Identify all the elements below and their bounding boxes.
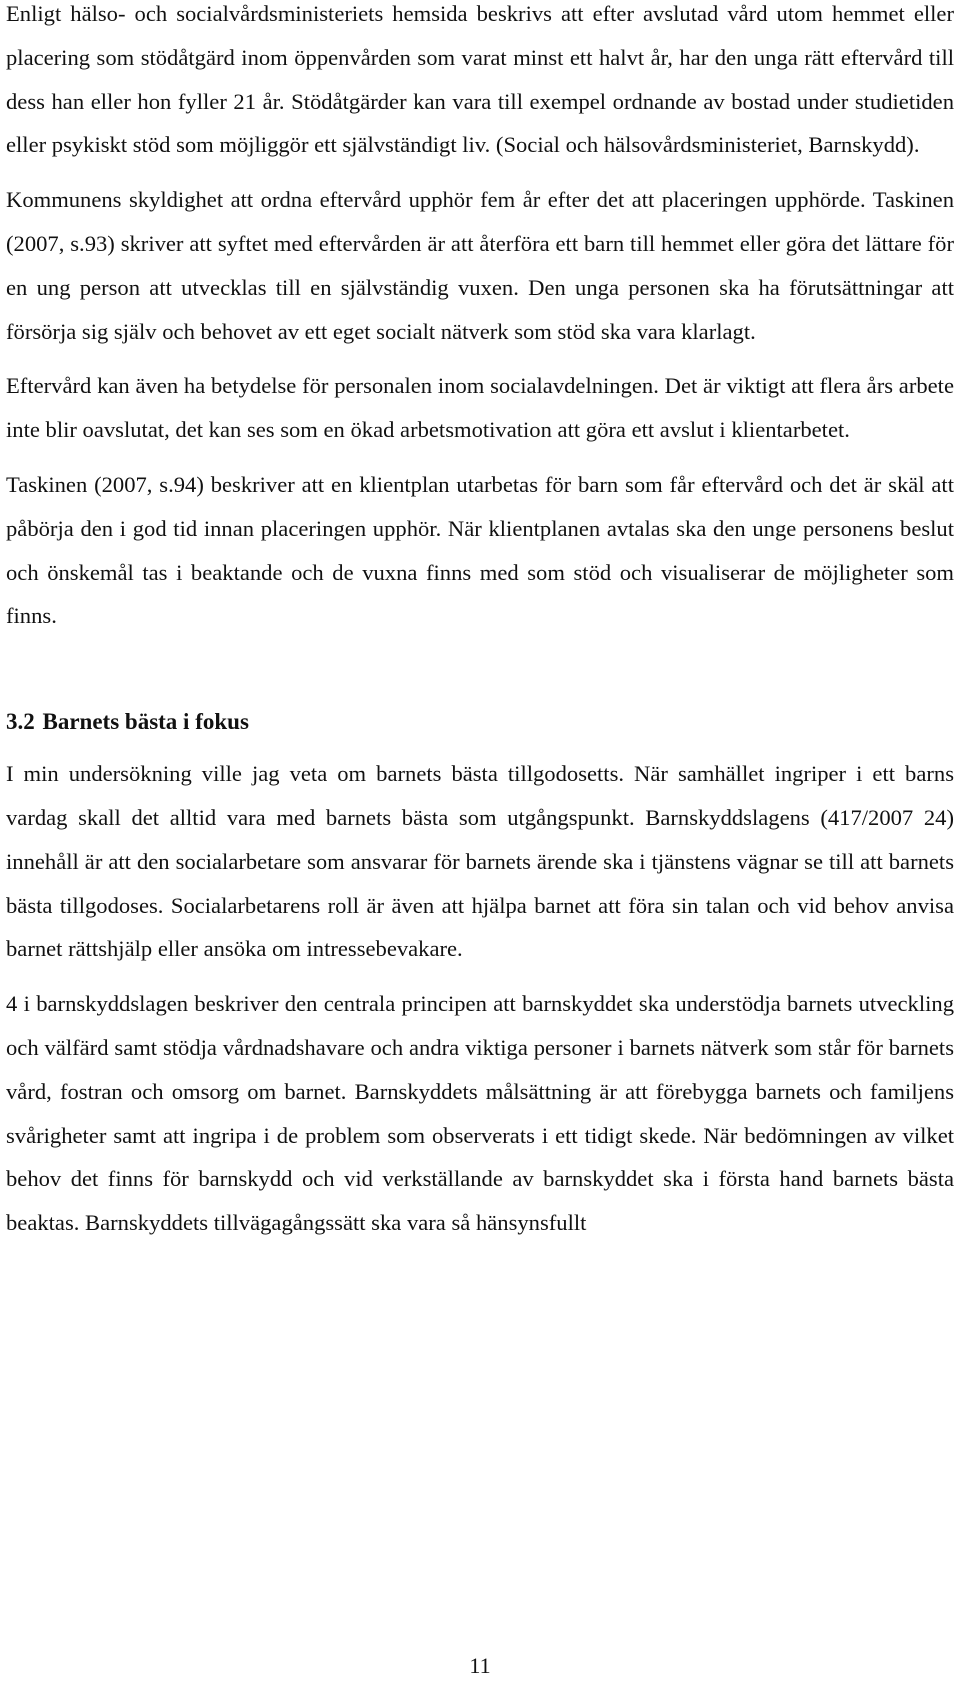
paragraph-staff-significance: Eftervård kan även ha betydelse för personalen inom socialavdelningen. Det är viktigt att flera års arbete inte blir oavslutat, det kan ses som en ökad arbetsmotivation att göra ett avslut i klientarbetet. bbox=[6, 373, 954, 443]
document-page bbox=[6, 0, 954, 1245]
paragraph-child-protection-principle: 4 i barnskyddslagen beskriver den centrala principen att barnskyddet ska understödja barnets utveckling och välfärd samt stödja vårdnadshavare och andra viktiga personer i barnets nätverk som står för barnets vård, fostran och omsorg om barnet. Barnskyddets målsättning är att förebygga barnets och familjens svårigheter samt att ingripa i de problem som observerats i ett tidigt skede. När bedömningen av vilket behov det finns för barnskydd och vid verkställande av barnskyddet ska i första hand barnets bästa beaktas. Barnskyddets tillvägagångssätt ska vara så hänsynsfullt bbox=[6, 991, 954, 1236]
paragraph-child-best-interest: I min undersökning ville jag veta om barnets bästa tillgodosetts. När samhället ingriper i ett barns vardag skall det alltid vara med barnets bästa som utgångspunkt. Barnskyddslagens (417/2007 24) innehåll är att den socialarbetare som ansvarar för barnets ärende ska i tjänstens vägnar se till att barnets bästa tillgodoses. Socialarbetarens roll är även att hjälpa barnet att föra sin talan och vid behov anvisa barnet rättshjälp eller ansöka om intressebevakare. bbox=[6, 761, 954, 962]
paragraph-municipal-obligation: Kommunens skyldighet att ordna eftervård upphör fem år efter det att placeringen upphörde. Taskinen (2007, s.93) skriver att syftet med eftervården är att återföra ett barn till hemmet eller göra det lättare för en ung person att utvecklas till en självständig vuxen. Den unga personen ska ha förutsättningar att försörja sig själv och behovet av ett eget socialt nätverk som stöd ska vara klarlagt. bbox=[6, 187, 954, 344]
paragraph-aftercare-rights: Enligt hälso- och socialvårdsministeriets hemsida beskrivs att efter avslutad vård utom hemmet eller placering som stödåtgärd inom öppenvården som varat minst ett halvt år, har den unga rätt eftervård till dess han eller hon fyller 21 år. Stödåtgärder kan vara till exempel ordnande av bostad under studietiden eller psykiskt stöd som möjliggör ett självständigt liv. (Social och hälsovårdsministeriet, Barnskydd). bbox=[6, 1, 954, 158]
section-number: 3.2 bbox=[6, 709, 35, 735]
section-title: Barnets bästa i fokus bbox=[42, 709, 249, 735]
paragraph-client-plan: Taskinen (2007, s.94) beskriver att en klientplan utarbetas för barn som får eftervård och det är skäl att påbörja den i god tid innan placeringen upphör. När klientplanen avtalas ska den unge personens beslut och önskemål tas i beaktande och de vuxna finns med som stöd och visualiserar de möjligheter som finns. bbox=[6, 471, 954, 629]
page-number: 11 bbox=[469, 1653, 491, 1678]
section-heading bbox=[6, 702, 954, 742]
